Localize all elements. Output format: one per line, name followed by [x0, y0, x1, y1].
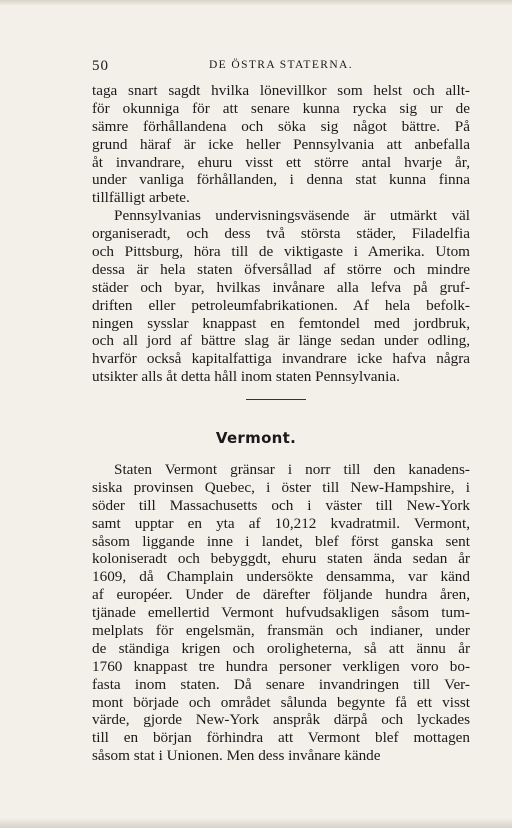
- paragraph: [92, 82, 470, 207]
- text-line: städer och byar, hvilkas invånare alla lefva på gruf-: [92, 278, 470, 296]
- text-line: dessa är hela staten öfversållad af större och mindre: [92, 260, 470, 278]
- text-line: 1760 knappast tre hundra personer verkligen voro bo-: [92, 657, 470, 675]
- text-line: taga snart sagdt hvilka lönevillkor som helst och allt-: [92, 82, 470, 99]
- vermont-text: [92, 461, 470, 765]
- text-line: melplats för engelsmän, fransmän och indianer, under: [92, 622, 470, 640]
- paragraph: [92, 461, 470, 765]
- section-divider: [246, 399, 306, 400]
- text-line: och all jord af bättre slag är länge sedan under odling,: [92, 332, 470, 350]
- text-line: tjänade emellertid Vermont hufvudsakligen såsom tum-: [92, 604, 470, 622]
- paragraph: [92, 207, 470, 386]
- running-title: DE ÖSTRA STATERNA.: [208, 59, 354, 71]
- text-line: under vanliga förhållanden, i denna stat kunna finna: [92, 171, 470, 189]
- text-line: såsom liggande inne i landet, blef först ganska sent: [92, 532, 470, 550]
- text-line: koloniseradt och bebyggdt, ehuru staten ända sedan år: [92, 550, 470, 568]
- text-line: mont började och området sålunda begynte få ett visst: [92, 693, 470, 711]
- page-number: 50: [92, 58, 109, 74]
- text-line: samt upptar en yta af 10,212 kvadratmil. Vermont,: [92, 514, 470, 532]
- text-line: sämre förhållandena och söka sig något bättre. På: [92, 117, 470, 135]
- text-line: grund häraf är icke heller Pennsylvania att anbefalla: [92, 135, 470, 153]
- text-line: åt invandrare, ehuru visst ett större antal hvarje år,: [92, 153, 470, 171]
- text-line: driften eller petroleumfabrikationen. Af hela befolk-: [92, 296, 470, 314]
- text-line: Staten Vermont gränsar i norr till den kanadens-: [114, 461, 470, 478]
- text-line: till en början förhindra att Vermont blef mottagen: [92, 729, 470, 747]
- text-line: för okunniga för att senare kunna rycka sig ur de: [92, 99, 470, 117]
- text-line: såsom stat i Unionen. Men dess invånare kände: [92, 747, 381, 765]
- text-line: fasta inom staten. Då senare invandringen till Ver-: [92, 675, 470, 693]
- text-line: och Pittsburg, höra till de viktigaste i Amerika. Utom: [92, 243, 470, 261]
- pennsylvania-text: [92, 82, 470, 386]
- page-top-edge: [0, 0, 512, 6]
- text-line: söder till Massachusetts och i väster till New-York: [92, 496, 470, 514]
- text-line: siska provinsen Quebec, i öster till New-Hampshire, i: [92, 478, 470, 496]
- text-line: värde, gjorde New-York anspråk därpå och lyckades: [92, 711, 470, 729]
- text-line: de ständiga krigen och oroligheterna, så att ännu år: [92, 639, 470, 657]
- text-line: af européer. Under de därefter följande hundra åren,: [92, 586, 470, 604]
- section-heading-vermont: Vermont.: [215, 429, 297, 447]
- running-header: [92, 58, 470, 76]
- text-line: ningen sysslar knappast en femtondel med jordbruk,: [92, 314, 470, 332]
- text-line: tillfälligt arbete.: [92, 189, 190, 207]
- text-line: 1609, då Champlain undersökte densamma, var känd: [92, 568, 470, 586]
- text-line: Pennsylvanias undervisningsväsende är utmärkt väl: [114, 207, 470, 225]
- page-bottom-edge: [0, 818, 512, 828]
- text-line: utsikter alls åt detta håll inom staten Pennsylvania.: [92, 368, 400, 386]
- text-line: organiseradt, och dess två största städer, Filadelfia: [92, 225, 470, 243]
- text-line: hvarför också kapitalfattiga invandrare icke hafva några: [92, 350, 470, 368]
